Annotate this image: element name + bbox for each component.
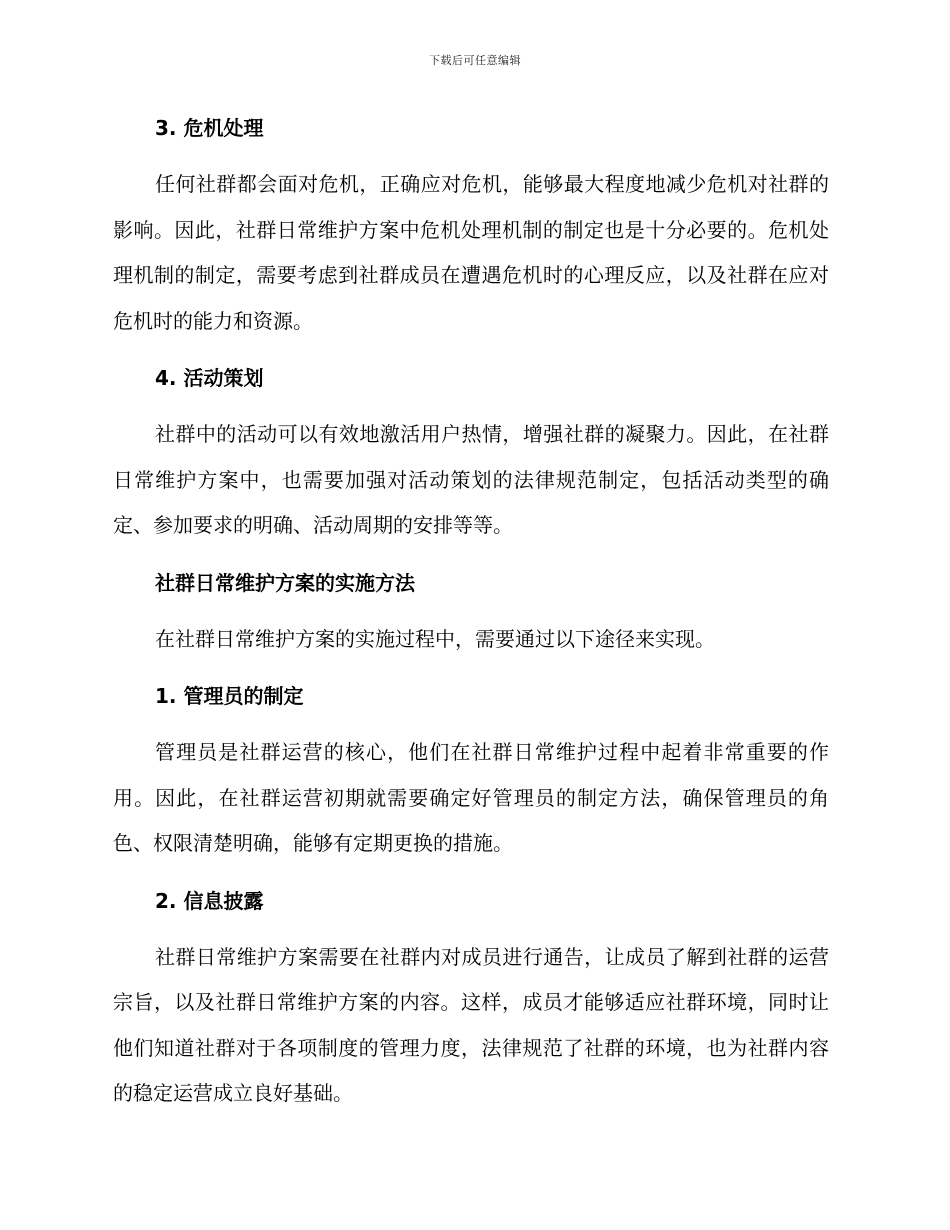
section-heading-disclosure: 2. 信息披露 <box>155 888 264 913</box>
paragraph-disclosure: 社群日常维护方案需要在社群内对成员进行通告，让成员了解到社群的运营宗旨，以及社群日常维护方案的内容。这样，成员才能够适应社群环境，同时让他们知道社群对于各项制度的管理力度，法律规范了社群的环境，也为社群内容的稳定运营成立良好基础。 <box>113 944 829 1105</box>
section-heading-activity: 4. 活动策划 <box>155 366 264 390</box>
section-heading-implementation: 社群日常维护方案的实施方法 <box>155 570 415 595</box>
section-heading-crisis: 3. 危机处理 <box>155 116 264 140</box>
paragraph-activity: 社群中的活动可以有效地激活用户热情，增强社群的凝聚力。因此，在社群日常维护方案中，也需要加强对活动策划的法律规范制定，包括活动类型的确定、参加要求的明确、活动周期的安排等等。 <box>113 422 829 537</box>
section-heading-admin: 1. 管理员的制定 <box>155 684 304 708</box>
paragraph-crisis: 任何社群都会面对危机，正确应对危机，能够最大程度地减少危机对社群的影响。因此，社群日常维护方案中危机处理机制的制定也是十分必要的。危机处理机制的制定，需要考虑到社群成员在遭遇危机时的心理反应，以及社群在应对危机时的能力和资源。 <box>113 172 829 333</box>
paragraph-admin: 管理员是社群运营的核心，他们在社群日常维护过程中起着非常重要的作用。因此，在社群运营初期就需要确定好管理员的制定方法，确保管理员的角色、权限清楚明确，能够有定期更换的措施。 <box>113 740 829 855</box>
page-header: 下载后可任意编辑 <box>429 54 521 67</box>
document-body <box>113 104 829 1127</box>
paragraph-implementation: 在社群日常维护方案的实施过程中，需要通过以下途径来实现。 <box>155 626 715 651</box>
